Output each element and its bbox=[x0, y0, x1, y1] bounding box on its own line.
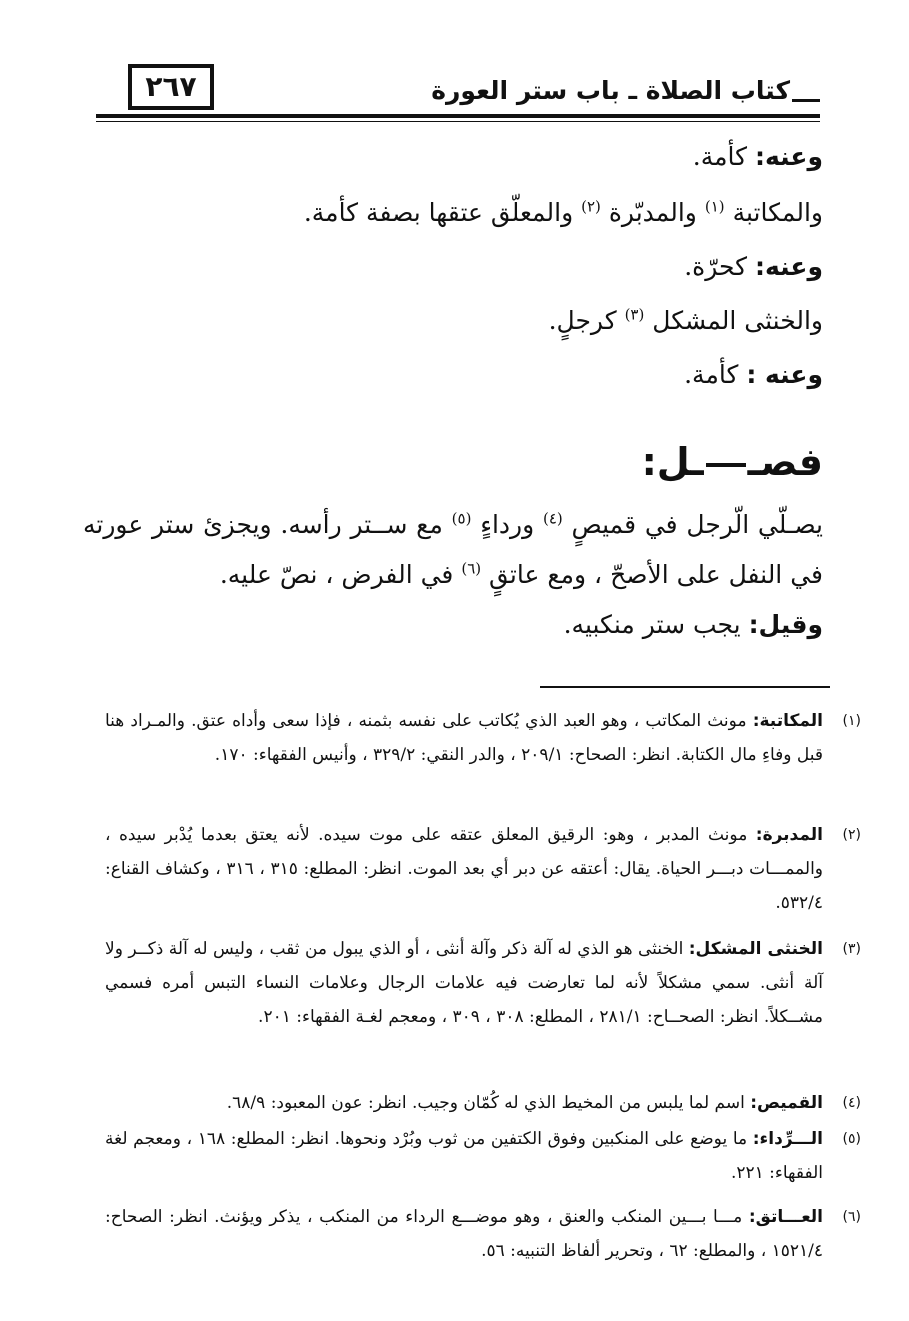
footnote-1 bbox=[105, 704, 861, 772]
footnote-text: ما يوضع على المنكبين وفوق الكتفين من ثوب وبُرْد ونحوها. انظر: المطلع: ١٦٨ ، ومعجم لغة الفقهاء: ٢٢١. bbox=[105, 1129, 823, 1183]
para-text: يجب ستر منكبيه. bbox=[563, 610, 749, 639]
footnote-number: (٦) bbox=[842, 1209, 861, 1225]
footnote-separator bbox=[540, 686, 830, 688]
section-heading bbox=[642, 440, 823, 484]
footnote-number: (٢) bbox=[842, 827, 861, 843]
footnote-term: الخنثى المشكل: bbox=[688, 939, 823, 959]
line-text: كأمة. bbox=[692, 142, 756, 171]
footnote-term: الـــرِّداء: bbox=[752, 1129, 824, 1149]
heading-part: ـل: bbox=[641, 440, 704, 484]
footnote-number: (٣) bbox=[842, 941, 861, 957]
para-text: في الفرض ، نصّ عليه. bbox=[219, 560, 462, 589]
heading-part: فصـ bbox=[747, 440, 823, 484]
header-rule-thin bbox=[96, 121, 820, 122]
footnote-term: المكاتبة: bbox=[752, 711, 823, 731]
footnote-ref-3[interactable]: (٣) bbox=[624, 305, 645, 324]
line-text: كأمة. bbox=[684, 360, 747, 389]
para-text: يصـلّي الّرجل في قميصٍ bbox=[562, 510, 823, 539]
footnote-text: اسم لما يلبس من المخيط الذي له كُمّان وجيب. انظر: عون المعبود: ٦٨/٩. bbox=[226, 1093, 751, 1113]
header-rule bbox=[96, 114, 820, 118]
line-text: والمكاتبة bbox=[724, 198, 823, 227]
footnote-ref-6[interactable]: (٦) bbox=[461, 559, 482, 578]
page-header bbox=[96, 58, 820, 128]
line-lead: وعنه : bbox=[746, 360, 823, 389]
running-title: كتاب الصلاة ـ باب ستر العورة bbox=[425, 76, 790, 105]
footnote-text: الخنثى هو الذي له آلة ذكر وآلة أنثى ، أو الذي يبول من ثقب ، وليس له آلة ذكــر ولا آلة أنثى. سمي مشكلاً لأنه لما تعارضت فيه علامات الرجال وعلامات النساء التبس أمره فسمي مشــكلاً. انظر: الصحــاح: ٢٨١/١ ، المطلع: ٣٠٨ ، ٣٠٩ ، ومعجم لغـة الفقهاء: ٢٠١. bbox=[105, 939, 823, 1027]
footnote-number: (٥) bbox=[842, 1131, 861, 1147]
line-text: كرجلٍ. bbox=[548, 306, 625, 335]
line-text: والمعلّق عتقها بصفة كأمة. bbox=[303, 198, 582, 227]
footnote-2 bbox=[105, 818, 861, 920]
footnote-term: المدبرة: bbox=[755, 825, 823, 845]
body-line-5 bbox=[684, 358, 823, 392]
footnote-ref-2[interactable]: (٢) bbox=[581, 197, 601, 216]
line-text: والمدبّرة bbox=[600, 198, 705, 227]
page-number: ٢٦٧ bbox=[128, 64, 214, 110]
footnote-ref-4[interactable]: (٤) bbox=[542, 509, 563, 528]
footnote-ref-1[interactable]: (١) bbox=[704, 197, 725, 216]
body-line-1 bbox=[693, 140, 823, 174]
footnote-text: مـــا بـــين المنكب والعنق ، وهو موضـــع الرداء من المنكب ، يذكر ويؤنث. انظر: الصحاح: ١٥٢١/٤ ، والمطلع: ٦٢ ، وتحرير ألفاظ التنبيه: ٥٦. bbox=[105, 1207, 823, 1261]
line-lead: وعنه: bbox=[755, 142, 823, 171]
footnote-5 bbox=[105, 1122, 861, 1190]
footnote-term: العـــاتق: bbox=[748, 1207, 824, 1227]
line-text: كحرّة. bbox=[684, 252, 756, 281]
footnote-4 bbox=[105, 1086, 861, 1120]
footnote-text: مونث المدبر ، وهو: الرقيق المعلق عتقه على موت سيده. لأنه يعتق بعدما يُدْبر سيده ، والممـــات دبـــر الحياة. يقال: أعتقه عن دبر أي بعد الموت. انظر: المطلع: ٣١٥ ، ٣١٦ ، وكشاف القناع: ٥٣٢/٤. bbox=[105, 825, 823, 913]
header-dash bbox=[792, 99, 820, 102]
footnote-number: (١) bbox=[842, 713, 861, 729]
para-text: مع ســتر رأسه. ويجزئ ستر عورته في النفل على الأصحّ ، ومع عاتقٍ bbox=[83, 510, 823, 589]
footnote-ref-5[interactable]: (٥) bbox=[451, 509, 472, 528]
line-lead: وقيل: bbox=[748, 610, 823, 639]
footnote-number: (٤) bbox=[842, 1095, 861, 1111]
footnote-6 bbox=[105, 1200, 861, 1268]
footnote-term: القميص: bbox=[750, 1093, 823, 1113]
body-line-3 bbox=[684, 250, 823, 284]
heading-stretch bbox=[706, 463, 746, 467]
line-lead: وعنه: bbox=[755, 252, 823, 281]
footnote-text: مونث المكاتب ، وهو العبد الذي يُكاتب على نفسه بثمنه ، فإذا سعى وأداه عتق. والمـراد هنا قبل وفاءِ مال الكتابة. انظر: الصحاح: ٢٠٩/١ ، والدر النقي: ٣٢٩/٢ ، وأنيس الفقهاء: ١٧٠. bbox=[105, 711, 823, 765]
line-text: والخنثى المشكل bbox=[644, 306, 823, 335]
body-line-4 bbox=[549, 304, 823, 338]
para-text: ورداءٍ bbox=[471, 510, 543, 539]
section-paragraph bbox=[83, 500, 823, 650]
footnote-3 bbox=[105, 932, 861, 1034]
body-line-2 bbox=[304, 196, 823, 230]
